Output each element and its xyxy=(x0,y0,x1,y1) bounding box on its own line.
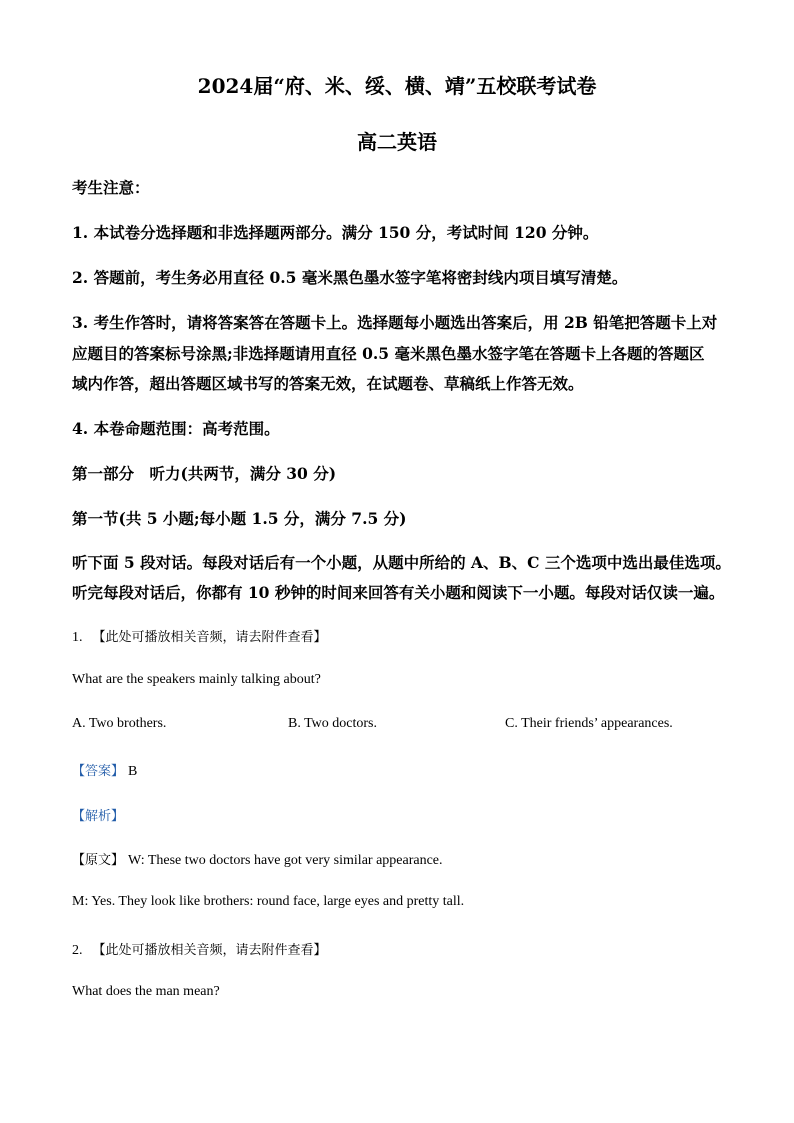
q1-number: 1. xyxy=(72,630,83,645)
analysis-label: 【解析】 xyxy=(72,809,125,824)
listening-instruction-line-1: 听下面 5 段对话。每段对话后有一个小题，从题中所给的 A、B、C 三个选项中选出最佳选项。 xyxy=(72,553,731,572)
q1-option-a: A. Two brothers. xyxy=(72,716,167,731)
exam-title: 2024届“府、米、绥、横、靖”五校联考试卷 xyxy=(197,74,597,98)
q2-question: What does the man mean? xyxy=(72,984,220,999)
q2-number: 2. xyxy=(72,943,83,958)
q1-option-b: B. Two doctors. xyxy=(288,716,377,731)
listening-instruction-line-2: 听完每段对话后，你都有 10 秒钟的时间来回答有关小题和阅读下一小题。每段对话仅读一遍。 xyxy=(72,583,725,602)
answer-value: B xyxy=(128,764,138,779)
section-one-heading: 第一节(共 5 小题;每小题 1.5 分，满分 7.5 分) xyxy=(72,509,407,528)
notice-item-3-line-2: 应题目的答案标号涂黑;非选择题请用直径 0.5 毫米黑色墨水签字笔在答题卡上各题的答题区 xyxy=(72,344,705,363)
exam-subject: 高二英语 xyxy=(357,130,437,154)
transcript-w-text: W: These two doctors have got very similar appearance. xyxy=(128,853,443,868)
q2-audio-note[interactable]: 【此处可播放相关音频，请去附件查看】 xyxy=(92,943,327,958)
notice-item-2: 2. 答题前，考生务必用直径 0.5 毫米黑色墨水签字笔将密封线内项目填写清楚。 xyxy=(72,268,628,287)
q1-transcript-m: M: Yes. They look like brothers: round face, large eyes and pretty tall. xyxy=(72,894,465,909)
transcript-label: 【原文】 xyxy=(72,853,125,868)
notice-item-3-line-3: 域内作答，超出答题区域书写的答案无效，在试题卷、草稿纸上作答无效。 xyxy=(72,374,584,393)
q1-answer xyxy=(72,760,137,780)
notice-heading: 考生注意： xyxy=(72,178,150,197)
q2-audio-line xyxy=(72,939,327,959)
notice-item-1: 1. 本试卷分选择题和非选择题两部分。满分 150 分，考试时间 120 分钟。 xyxy=(72,223,599,242)
answer-label: 【答案】 xyxy=(72,764,125,779)
notice-item-4: 4. 本卷命题范围：高考范围。 xyxy=(72,419,280,438)
part-one-heading: 第一部分 听力(共两节，满分 30 分) xyxy=(72,464,337,483)
notice-item-3-line-1: 3. 考生作答时，请将答案答在答题卡上。选择题每小题选出答案后，用 2B 铅笔把答题卡上对 xyxy=(72,313,718,332)
q1-audio-note[interactable]: 【此处可播放相关音频，请去附件查看】 xyxy=(92,630,327,645)
q1-audio-line xyxy=(72,626,327,646)
q1-transcript-w xyxy=(72,849,443,869)
q1-option-c: C. Their friends’ appearances. xyxy=(505,716,673,731)
q1-question: What are the speakers mainly talking about? xyxy=(72,672,321,687)
